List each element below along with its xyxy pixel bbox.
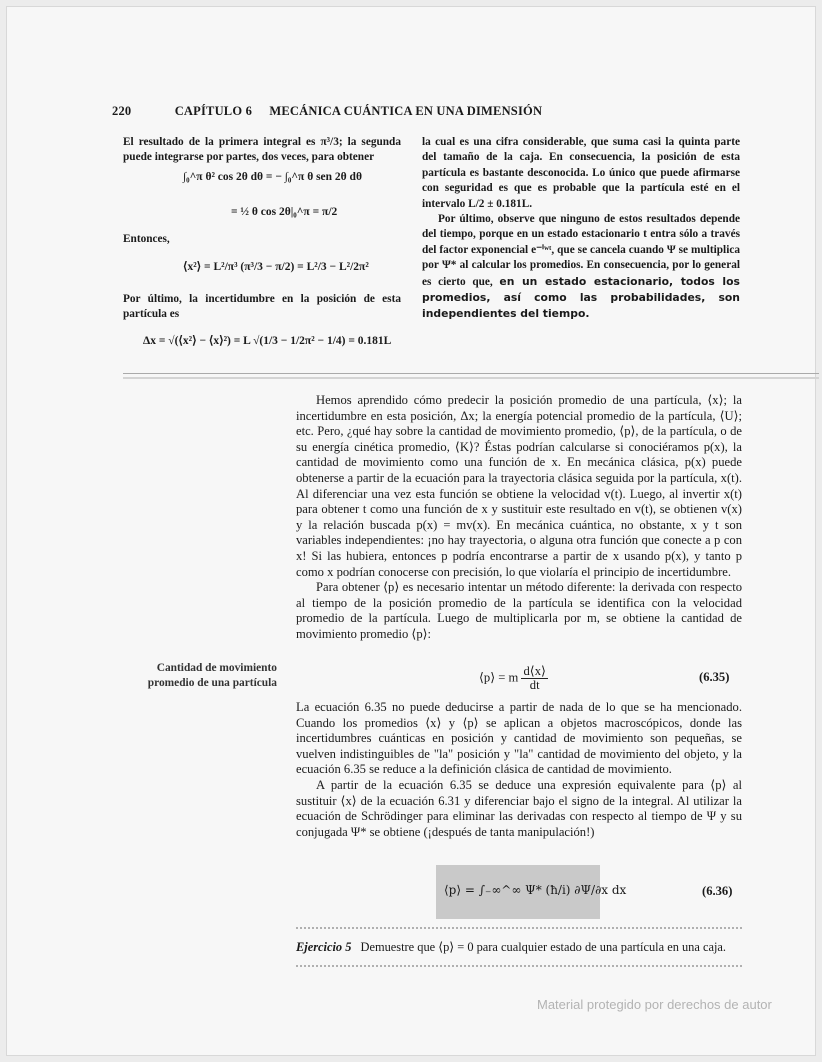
equation-6-36: ⟨p⟩ = ∫₋∞^∞ Ψ* (ħ/i) ∂Ψ/∂x dx — [444, 883, 627, 897]
example-intro-text: El resultado de la primera integral es π³/3; la segunda puede integrarse por partes, dos veces, para obtener — [123, 136, 401, 164]
main-paragraph-3: La ecuación 6.35 no puede deducirse a partir de nada de lo que se ha mencionado. Cuando los promedios ⟨x⟩ y ⟨p⟩ se aplican a objetos macroscópicos, donde las incertidumbres cuánticas en posición y cantidad de movimiento son pequeñas, se vuelven indistinguibles de "la" posición y "la" cantidad de movimiento del objeto, y la ecuación 6.35 se reduce a la definición clásica de cantidad de movimiento. — [296, 700, 742, 777]
equation-6-35-numerator: d⟨x⟩ — [523, 664, 546, 678]
right-paragraph-2 — [422, 212, 740, 323]
equation-delta-x-text: Δx = √(⟨x²⟩ − ⟨x⟩²) = L √(1/3 − 1/2π² − 1/4) = 0.181L — [143, 335, 392, 347]
page — [6, 6, 816, 1056]
equation-6-35-number: (6.35) — [699, 670, 730, 684]
main-paragraph-4: A partir de la ecuación 6.35 se deduce una expresión equivalente para ⟨p⟩ al sustituir ⟨x⟩ de la ecuación 6.31 y diferenciar bajo el signo de la integral. Al utilizar la ecuación de Schrödinger para eliminar las derivadas con respecto al tiempo de Ψ y su conjugada Ψ* se obtiene (¡después de tanta manipulación!) — [296, 777, 742, 839]
main-paragraph-2: Para obtener ⟨p⟩ es necesario intentar un método diferente: la derivada con respecto al tiempo de la posición promedio de la partícula se identifica con la velocidad promedio de la partícula. Luego de multiplicarla por m, se obtiene la cantidad de movimiento promedio ⟨p⟩: — [296, 580, 742, 641]
exercise — [296, 939, 746, 955]
page-header — [112, 104, 542, 119]
equation-integral-result — [231, 206, 337, 218]
exercise-top-rule — [296, 927, 742, 929]
equation-integral-text: ∫₀^π θ² cos 2θ dθ = − ∫₀^π θ sen 2θ dθ — [183, 171, 362, 183]
equation-6-35-lhs: ⟨p⟩ = m — [479, 670, 519, 685]
equation-6-36-number: (6.36) — [702, 884, 733, 898]
equation-integral-result-text: = ½ θ cos 2θ|₀^π = π/2 — [231, 206, 338, 218]
exercise-text: Demuestre que ⟨p⟩ = 0 para cualquier estado de una partícula en una caja. — [360, 940, 727, 954]
margin-note: Cantidad de movimiento promedio de una partícula — [147, 662, 277, 689]
entonces-label: Entonces, — [123, 233, 170, 245]
exercise-label: Ejercicio 5 — [296, 940, 352, 954]
example-box-bottom-rule — [123, 373, 819, 374]
chapter-title: MECÁNICA CUÁNTICA EN UNA DIMENSIÓN — [269, 104, 543, 118]
equation-6-35 — [479, 665, 548, 692]
equation-x-squared-text: ⟨x²⟩ = L²/π³ (π³/3 − π/2) = L²/3 − L²/2π² — [183, 261, 369, 273]
example-box-shadow — [123, 377, 819, 379]
equation-6-35-denominator: dt — [529, 678, 540, 692]
chapter-label: CAPÍTULO 6 — [174, 104, 253, 118]
main-text-column — [296, 393, 742, 643]
equation-6-35-fraction — [521, 665, 547, 692]
copyright-watermark: Material protegido por derechos de autor — [537, 997, 772, 1012]
exercise-bottom-rule — [296, 965, 742, 967]
main-text-continued — [296, 700, 742, 840]
uncertainty-text-block — [123, 292, 401, 323]
main-paragraph-1: Hemos aprendido cómo predecir la posición promedio de una partícula, ⟨x⟩; la incertidumbre en esta posición, Δx; la energía potencial promedio de la partícula, ⟨U⟩; etc. Pero, ¿qué hay sobre la cantidad de movimiento promedio, ⟨p⟩, de la partícula, o de su energía cinética promedio, ⟨K⟩? Éstas podrían calcularse si conociéramos p(x), la cantidad de movimiento como una función de x. En mecánica clásica, p(x) puede obtenerse a partir de la ecuación para la trayectoria clásica seguida por la partícula, x(t). Al diferenciar una vez esta función se obtiene la velocidad v(t). Luego, al invertir x(t) para obtener t como una función de x y sustituir este resultado en v(t), se obtienen v(x) y la relación buscada p(x) = mv(x). En mecánica cuántica, no obstante, x y t son variables independientes: ¡no hay trayectoria, o alguna otra función que conecte a p con x! Si las hubiera, entonces p podría encontrarse a partir de x usando p(x), y tanto p como x podrían conocerse con precisión, lo que violaría el principio de incertidumbre. — [296, 393, 742, 579]
equation-x-squared — [183, 259, 369, 273]
uncertainty-text: Por último, la incertidumbre en la posición de esta partícula es — [123, 293, 401, 321]
page-number: 220 — [112, 104, 132, 118]
example-left-column — [123, 135, 401, 166]
right-paragraph-2-text: Por último, observe que ninguno de estos resultados depende del tiempo, porque en un estado estacionario t entra sólo a través del factor exponencial e⁻ⁱʷᵗ, que se cancela cuando Ψ se multiplica por Ψ* al calcular los promedios. En consecuencia, por lo general es cierto que, — [422, 213, 740, 288]
right-paragraph-1: la cual es una cifra considerable, que suma casi la quinta parte del tamaño de la caja. En consecuencia, la posición de esta partícula es bastante desconocida. Lo único que puede afirmarse con seguridad es que es probable que la partícula esté en el intervalo L/2 ± 0.181L. — [422, 136, 740, 210]
equation-delta-x — [143, 333, 391, 347]
right-paragraph-2-emphasis: en un estado estacionario, todos los promedios, así como las probabilidades, son independientes del tiempo. — [422, 274, 740, 321]
example-right-column — [422, 135, 740, 323]
equation-integral-parts — [183, 171, 362, 183]
